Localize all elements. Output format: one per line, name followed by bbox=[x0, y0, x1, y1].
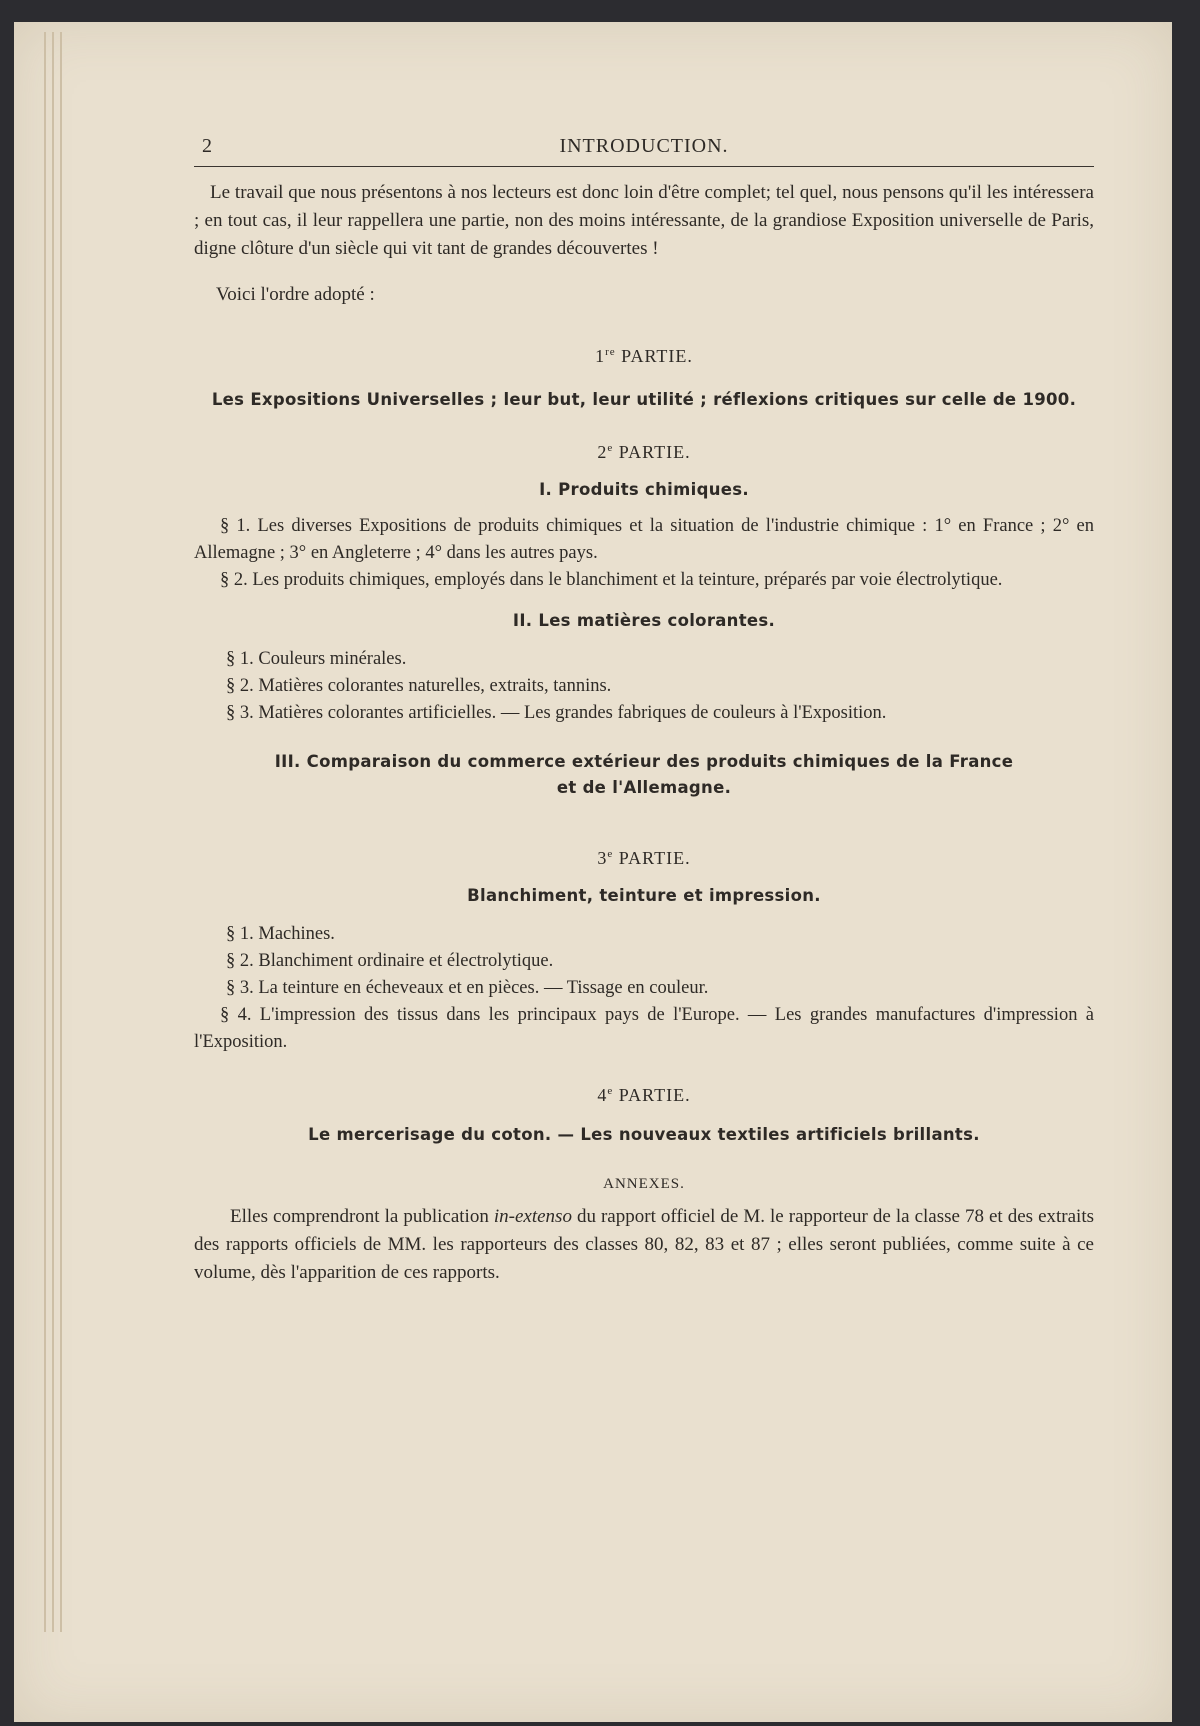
page-edge-line bbox=[44, 32, 46, 1632]
part2-number: 2 bbox=[597, 442, 608, 462]
section1-items bbox=[194, 513, 1094, 594]
section2-item: § 2. Matières colorantes naturelles, extraits, tannins. bbox=[226, 676, 612, 696]
part4-number: 4 bbox=[597, 1085, 608, 1105]
part3-item: § 2. Blanchiment ordinaire et électrolytique. bbox=[226, 951, 554, 971]
section3-title-line1: III. Comparaison du commerce extérieur des produits chimiques de la France bbox=[274, 752, 1014, 771]
annexes-heading: ANNEXES. bbox=[603, 1176, 685, 1192]
running-head bbox=[194, 120, 1094, 157]
annexes-text bbox=[194, 1203, 1094, 1287]
page-content bbox=[194, 120, 1094, 1287]
part3-item: § 4. L'impression des tissus dans les principaux pays de l'Europe. — Les grandes manufactures d'impression à l'Exposition. bbox=[194, 1005, 1094, 1052]
part4-title: Le mercerisage du coton. — Les nouveaux textiles artificiels brillants. bbox=[308, 1125, 980, 1144]
header-rule bbox=[194, 166, 1094, 167]
part2-sup: e bbox=[607, 442, 614, 454]
section1-item: § 1. Les diverses Expositions de produits chimiques et la situation de l'industrie chimique : 1° en France ; 2° en Allemagne ; 3° en Angleterre ; 4° dans les autres pays. bbox=[194, 516, 1094, 563]
section2-title: II. Les matières colorantes. bbox=[512, 611, 776, 630]
page-edge-line bbox=[52, 32, 54, 1632]
section2-item: § 3. Matières colorantes artificielles. — Les grandes fabriques de couleurs à l'Exposition. bbox=[226, 703, 887, 723]
part1-heading bbox=[194, 339, 1094, 369]
part1-sup: re bbox=[605, 346, 616, 358]
annexes-text-before: Elles comprendront la publication bbox=[230, 1206, 494, 1227]
part3-title: Blanchiment, teinture et impression. bbox=[467, 886, 821, 905]
part3-label: PARTIE. bbox=[618, 848, 691, 868]
section2-item: § 1. Couleurs minérales. bbox=[226, 649, 407, 669]
part1-title: Les Expositions Universelles ; leur but, leur utilité ; réflexions critiques sur celle de 1900. bbox=[211, 390, 1077, 409]
annexes-text-after: du rapport officiel de M. le rapporteur de la classe 78 et des extraits des rapports officiels de MM. les rapporteurs des classes 80, 82, 83 et 87 ; elles seront publiées, comme suite à ce volume, dès l'apparition de ces rapports. bbox=[194, 1206, 1094, 1283]
running-title: INTRODUCTION. bbox=[559, 135, 729, 157]
page-edge-line bbox=[60, 32, 62, 1632]
part4-sup: e bbox=[607, 1085, 614, 1097]
part3-heading bbox=[194, 841, 1094, 871]
order-line: Voici l'ordre adopté : bbox=[216, 284, 375, 305]
part3-items bbox=[194, 921, 1094, 1056]
part4-heading bbox=[194, 1078, 1094, 1108]
part3-item: § 3. La teinture en écheveaux et en pièces. — Tissage en couleur. bbox=[226, 978, 709, 998]
section3-title-line2: et de l'Allemagne. bbox=[556, 778, 732, 797]
part3-sup: e bbox=[607, 848, 614, 860]
part1-label: PARTIE. bbox=[621, 346, 693, 366]
part2-heading bbox=[194, 435, 1094, 465]
part1-number: 1 bbox=[595, 346, 606, 366]
section1-item: § 2. Les produits chimiques, employés dans le blanchiment et la teinture, préparés par voie électrolytique. bbox=[220, 570, 1003, 590]
part3-item: § 1. Machines. bbox=[226, 924, 335, 944]
part2-label: PARTIE. bbox=[618, 442, 691, 462]
section2-items bbox=[194, 646, 1094, 727]
intro-paragraph: Le travail que nous présentons à nos lecteurs est donc loin d'être complet; tel quel, nous pensons qu'il les intéressera ; en tout cas, il leur rappellera une partie, non des moins intéressante, de la grandiose Exposition universelle de Paris, digne clôture d'un siècle qui vit tant de grandes découvertes ! bbox=[194, 182, 1094, 259]
part3-number: 3 bbox=[597, 848, 608, 868]
part4-label: PARTIE. bbox=[618, 1085, 691, 1105]
page-number: 2 bbox=[202, 135, 213, 157]
section3-title bbox=[194, 749, 1094, 801]
annexes-text-italic: in-extenso bbox=[493, 1206, 572, 1227]
section1-title: I. Produits chimiques. bbox=[539, 480, 749, 499]
